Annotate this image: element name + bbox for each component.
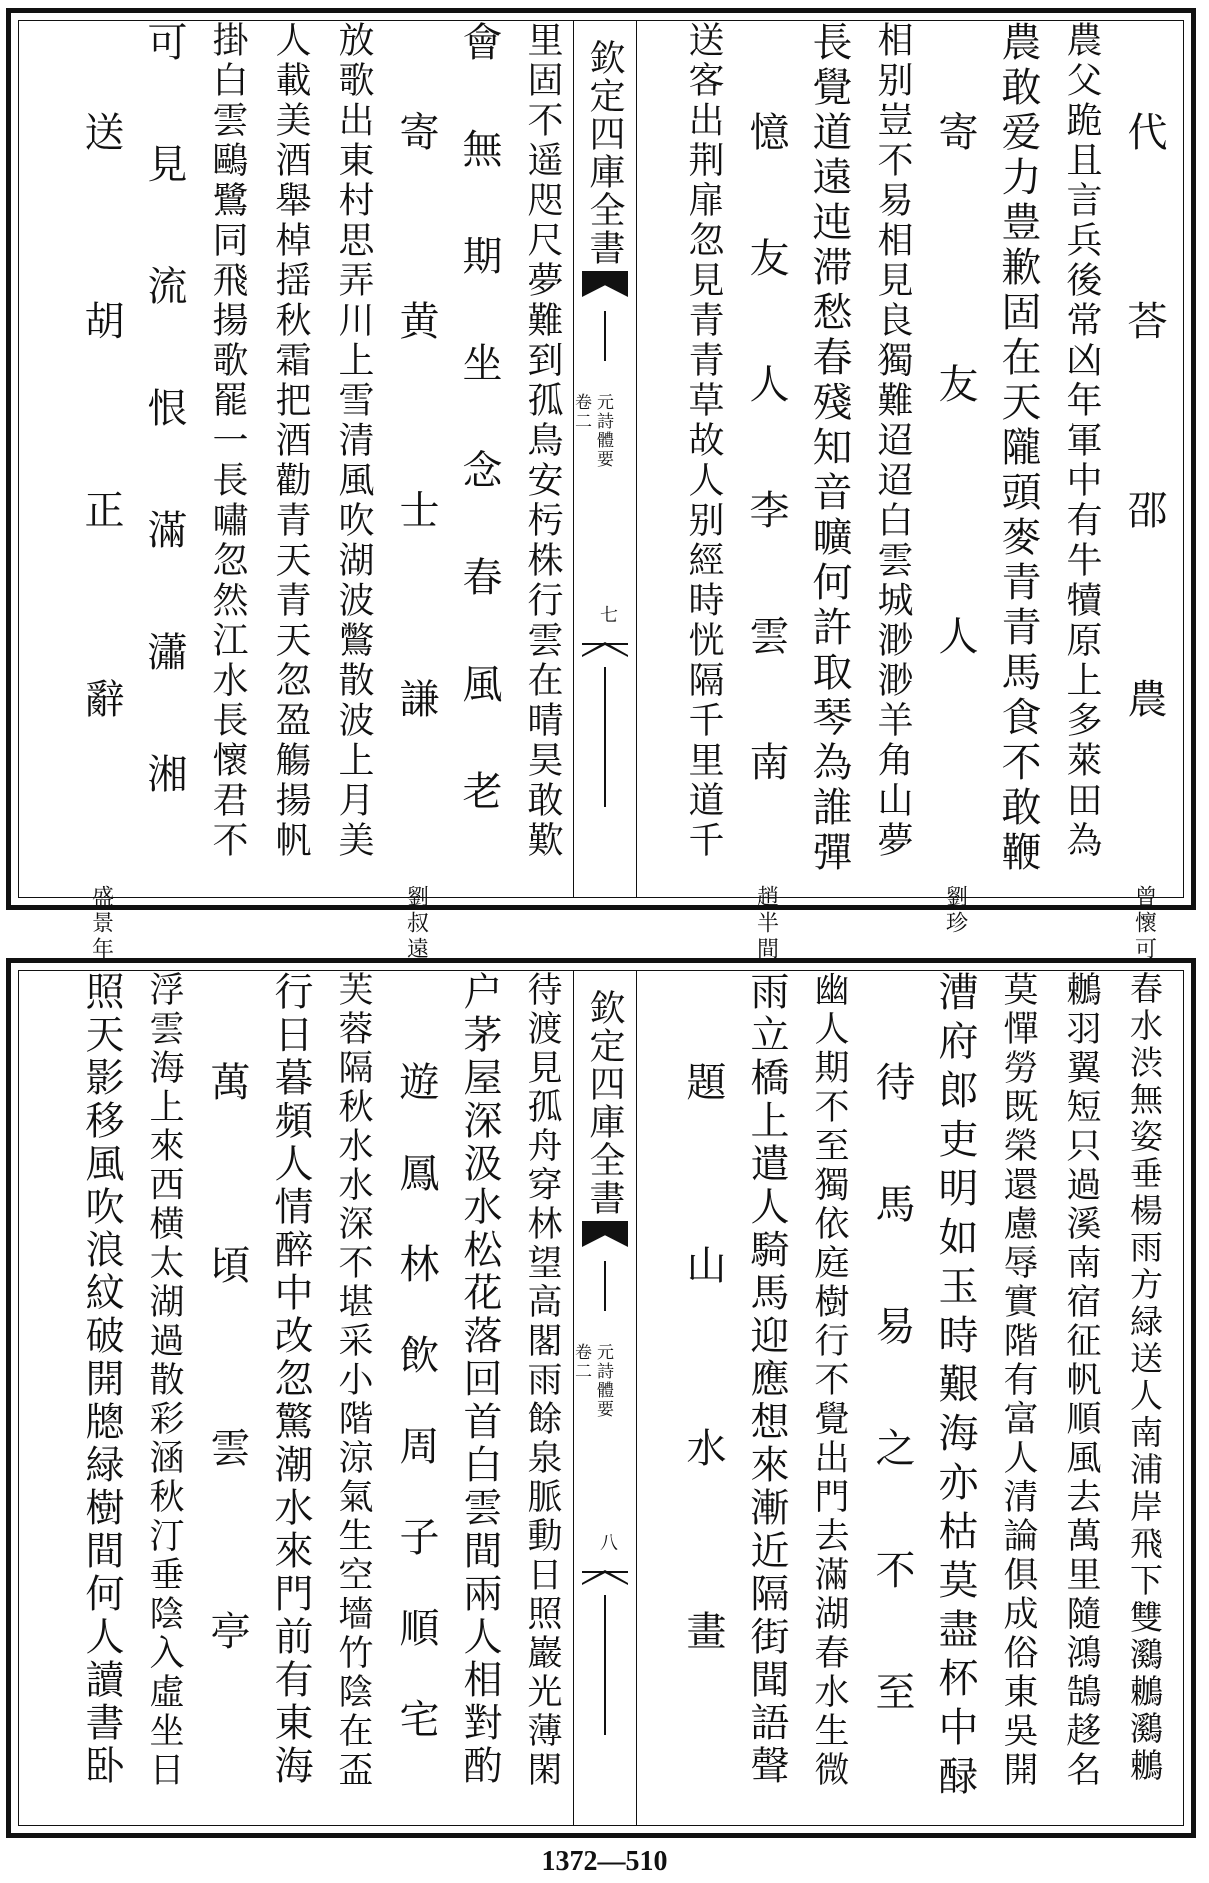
text-column xyxy=(455,971,503,1792)
page-footer-number: 1372—510 xyxy=(541,1846,668,1877)
poet-name: 劉珍 xyxy=(942,885,968,937)
text-column xyxy=(455,21,503,881)
fish-tail-upper-ornament xyxy=(582,1221,628,1247)
text-line: 掛白雲鷗鷺同飛揚歌罷一長嘯忽然江水長懷君不 xyxy=(207,21,248,861)
text-column xyxy=(805,21,853,880)
text-column xyxy=(140,21,188,879)
text-line: 雨立橋上遣人騎馬迎應想來漸近隔街聞語聲 xyxy=(744,971,789,1788)
poem-title: 遊鳳林飲周子順宅 xyxy=(393,1061,439,1789)
text-line: 芙蓉隔秋水水深不堪采小階涼氣生空墻竹陰在盃 xyxy=(333,971,373,1790)
text-column xyxy=(77,971,125,1792)
text-line: 送客出荆扉忽見青青草故人别經時恍隔千里道千 xyxy=(683,21,724,861)
poet-name: 曾懷可 xyxy=(1131,885,1157,963)
center-gutter xyxy=(573,21,637,897)
collection-title: 欽定四庫全書 xyxy=(584,989,625,1217)
text-column xyxy=(518,21,566,865)
lower-page-frame xyxy=(18,970,1184,1826)
fish-tail-lower-ornament xyxy=(582,637,628,653)
book-title: 元詩體要 xyxy=(593,1343,613,1419)
text-line: 農敢爱力豊歉固在天隴頭麥青青馬食不敢鞭 xyxy=(995,21,1041,876)
text-column xyxy=(679,21,727,865)
text-column xyxy=(518,971,566,1794)
poem-title-column xyxy=(742,21,790,967)
book-title: 元詩體要 xyxy=(593,393,613,469)
text-line: 莫憚勞既榮還慮辱實階有富人清論俱成俗東吳開 xyxy=(998,971,1038,1790)
poem-title-column xyxy=(1120,21,1168,967)
text-line: 人載美酒舉棹揺秋霜把酒勸青天青天忽盈觴揚帆 xyxy=(270,21,311,861)
juan-number: 卷二 xyxy=(571,1343,591,1381)
poem-title: 代荅邵農 xyxy=(1121,111,1167,867)
poem-title: 寄黄士謙 xyxy=(393,111,439,867)
upper-page-frame xyxy=(18,20,1184,963)
text-line: 漕府郎吏明如玉時艱海亦枯莫盡杯中醁 xyxy=(932,971,978,1804)
poem-title-column xyxy=(203,971,251,1797)
text-line: 行日暮頻人情醉中改忽驚潮水來門前有東海 xyxy=(268,971,313,1788)
poem-title-column xyxy=(868,971,916,1797)
text-line: 可見流恨滿瀟湘 xyxy=(141,21,187,875)
gutter-rule xyxy=(604,1595,606,1735)
text-column xyxy=(329,21,377,865)
text-column xyxy=(266,971,314,1792)
text-line: 長覺道遠迍滞愁春殘知音曠何許取琴為誰彈 xyxy=(806,21,852,876)
poem-title-column xyxy=(392,21,440,967)
poem-title: 題山水畫 xyxy=(680,1061,726,1793)
text-line: 待渡見孤舟穿林望高閣雨餘泉脈動日照巖光薄閑 xyxy=(522,971,562,1790)
text-line: 春水渋無姿垂楊雨方緑送人南浦岸飛下雙鸂鶒鸂鶒 xyxy=(1125,971,1164,1785)
text-column xyxy=(1057,971,1105,1794)
fish-tail-lower-ornament xyxy=(582,1565,628,1581)
text-line: 浮雲海上來西横太湖過散彩涵秋汀垂陰入虛坐日 xyxy=(144,971,184,1790)
text-line: 里固不遥咫尺夢難到孤鳥安杇株行雲在晴昊敢歎 xyxy=(522,21,563,861)
text-column xyxy=(266,21,314,865)
poem-title-column xyxy=(679,971,727,1797)
text-line: 會無期坐念春風老 xyxy=(456,21,502,877)
poem-title-column xyxy=(931,21,979,941)
text-column xyxy=(742,971,790,1792)
text-column xyxy=(931,971,979,1808)
poem-title: 寄友人 xyxy=(932,111,978,867)
gutter-rule xyxy=(604,1261,606,1311)
text-column xyxy=(203,21,251,865)
center-gutter xyxy=(573,971,637,1825)
text-column xyxy=(1057,21,1105,865)
text-column xyxy=(994,971,1042,1794)
poet-name: 劉叔遠 xyxy=(403,885,429,963)
text-column xyxy=(868,21,916,865)
poet-name: 趙半間 xyxy=(753,885,779,963)
leaf-number: 八 xyxy=(597,1533,618,1551)
poem-title: 憶友人李雲南 xyxy=(743,111,789,867)
poem-title-column xyxy=(392,971,440,1793)
text-column xyxy=(1120,971,1168,1789)
poet-name: 盛景年 xyxy=(88,885,114,963)
text-line: 幽人期不至獨依庭樹行不覺出門去滿湖春水生微 xyxy=(809,971,849,1790)
text-column xyxy=(805,971,853,1794)
collection-title: 欽定四庫全書 xyxy=(584,39,625,267)
poem-title: 萬頃雲亭 xyxy=(204,1061,250,1793)
text-column xyxy=(140,971,188,1794)
lower-page xyxy=(6,958,1196,1838)
text-line: 相别豈不易相見良獨難迢迢白雲城渺渺羊角山夢 xyxy=(872,21,913,861)
juan-number: 卷二 xyxy=(571,393,591,431)
upper-page xyxy=(6,8,1196,963)
gutter-rule xyxy=(604,667,606,807)
text-line: 户茅屋深汲水松花落回首白雲間兩人相對酌 xyxy=(457,971,502,1788)
leaf-number: 七 xyxy=(597,605,618,623)
text-line: 農父跪且言兵後常凶年軍中有牛犢原上多萊田為 xyxy=(1061,21,1102,861)
poem-title-column xyxy=(77,21,125,967)
gutter-rule xyxy=(604,311,606,361)
text-line: 鶒羽翼短只過溪南宿征帆順風去萬里隨鴻鵠趍名 xyxy=(1061,971,1101,1790)
poem-title: 送胡正辭 xyxy=(78,111,124,867)
text-line: 放歌出東村思弄川上雪清風吹湖波鷩散波上月美 xyxy=(333,21,374,861)
fish-tail-upper-ornament xyxy=(582,271,628,297)
text-line: 照天影移風吹浪紋破開牕緑樹間何人讀書卧 xyxy=(79,971,124,1788)
text-column xyxy=(329,971,377,1794)
poem-title: 待馬易之不至 xyxy=(869,1061,915,1793)
text-column xyxy=(994,21,1042,880)
